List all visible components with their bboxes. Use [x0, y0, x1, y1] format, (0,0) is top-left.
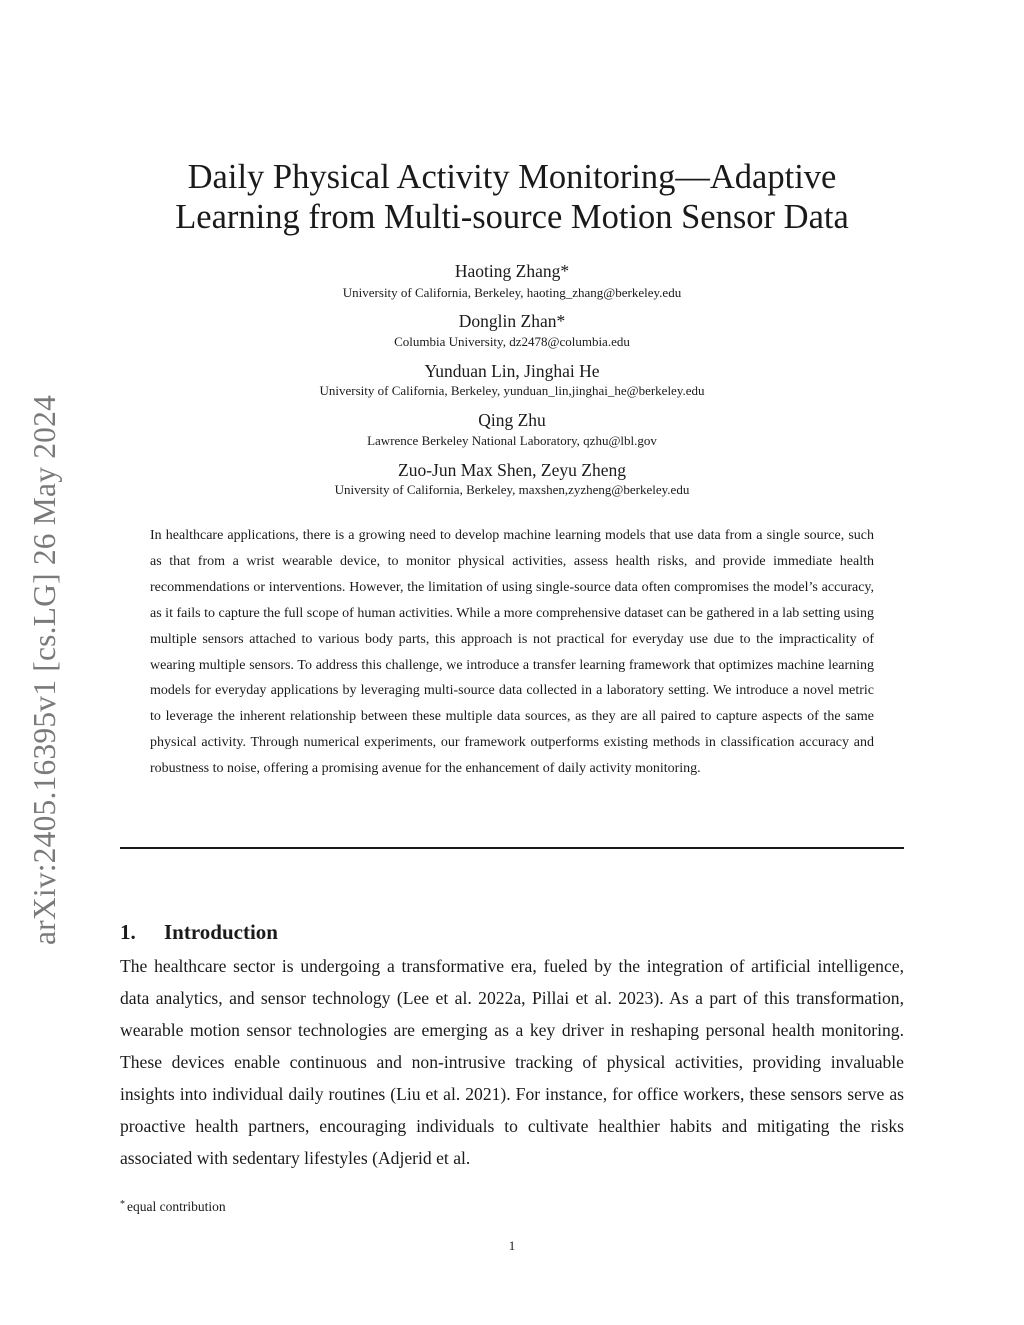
footnote: [120, 1196, 226, 1216]
author-name: Zuo-Jun Max Shen, Zeyu Zheng: [398, 460, 626, 480]
author-affiliation: Columbia University, dz2478@columbia.edu: [394, 334, 630, 349]
author-affiliation: University of California, Berkeley, yunduan_lin,jinghai_he@berkeley.edu: [319, 383, 705, 398]
abstract-divider: [120, 847, 904, 849]
author-name: Donglin Zhan*: [458, 311, 566, 331]
author-name: Haoting Zhang*: [454, 261, 570, 281]
author-affiliation: Lawrence Berkeley National Laboratory, qzhu@lbl.gov: [367, 433, 657, 448]
section-number: 1.: [120, 920, 136, 944]
page-number: 1: [508, 1238, 516, 1253]
section-title: Introduction: [164, 920, 278, 944]
paper-title-line-1: Daily Physical Activity Monitoring—Adaptive: [187, 158, 837, 196]
introduction-body: The healthcare sector is undergoing a transformative era, fueled by the integration of artificial intelligence, data analytics, and sensor technology (Lee et al. 2022a, Pillai et al. 2023). As a part of this transformation, wearable motion sensor technologies are emerging as a key driver in reshaping personal health monitoring. These devices enable continuous and non-intrusive tracking of physical activities, providing invaluable insights into individual daily routines (Liu et al. 2021). For instance, for office workers, these sensors serve as proactive health partners, encouraging individuals to cultivate healthier habits and mitigating the risks associated with sedentary lifestyles (Adjerid et al.: [120, 956, 904, 1168]
author-name: Yunduan Lin, Jinghai He: [424, 361, 600, 381]
abstract: In healthcare applications, there is a growing need to develop machine learning models that use data from a single source, such as that from a wrist wearable device, to monitor physical activities, assess health risks, and provide immediate health recommendations or interventions. However, the limitation of using single-source data often compromises the model’s accuracy, as it fails to capture the full scope of human activities. While a more comprehensive dataset can be gathered in a lab setting using multiple sensors attached to various body parts, this approach is not practical for everyday use due to the impracticality of wearing multiple sensors. To address this challenge, we introduce a transfer learning framework that optimizes machine learning models for everyday applications by leveraging multi-source data collected in a laboratory setting. We introduce a novel metric to leverage the inherent relationship between these multiple data sources, as they are all paired to capture aspects of the same physical activity. Through numerical experiments, our framework outperforms existing methods in classification accuracy and robustness to noise, offering a promising avenue for the enhancement of daily activity monitoring.: [150, 528, 874, 777]
author-affiliation: University of California, Berkeley, haoting_zhang@berkeley.edu: [342, 285, 682, 300]
arxiv-identifier-stamp: arXiv:2405.16395v1 [cs.LG] 26 May 2024: [27, 394, 62, 945]
author-name: Qing Zhu: [478, 410, 546, 430]
author-affiliation: University of California, Berkeley, maxshen,zyzheng@berkeley.edu: [334, 482, 690, 497]
footnote-marker: *: [120, 1199, 125, 1210]
footnote-text: equal contribution: [127, 1199, 226, 1214]
paper-title-line-2: Learning from Multi-source Motion Sensor Data: [175, 198, 849, 236]
section-heading: [120, 918, 278, 946]
